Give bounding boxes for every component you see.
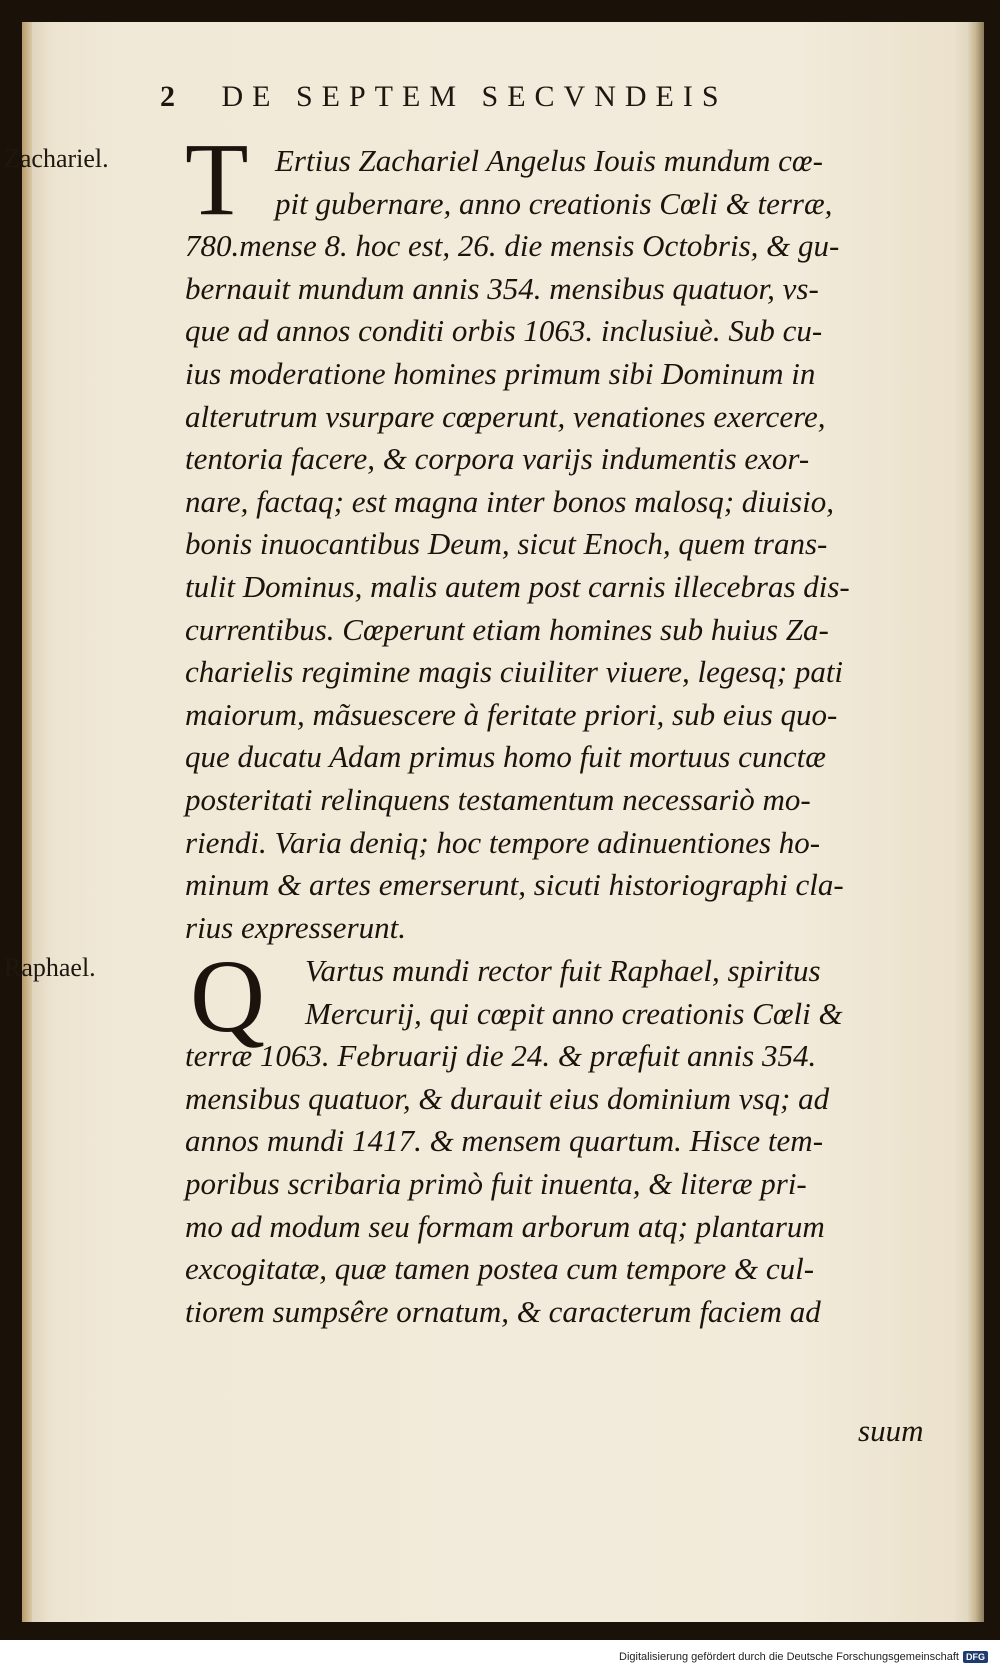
text-line: bonis inuocantibus Deum, sicut Enoch, quem trans- <box>185 526 828 562</box>
text-line: excogitatæ, quæ tamen postea cum tempore & cul- <box>185 1251 815 1287</box>
footer-credit: Digitalisierung gefördert durch die Deutsche Forschungsgemeinschaft <box>619 1651 959 1663</box>
paragraph-raphael <box>185 950 945 1333</box>
catchword: suum <box>858 1413 924 1448</box>
text-line: nare, factaq; est magna inter bonos malosq; diuisio, <box>185 483 834 519</box>
text-line: ius moderatione homines primum sibi Dominum in <box>185 355 816 391</box>
text-line: mo ad modum seu formam arborum atq; plantarum <box>185 1208 825 1244</box>
page-gutter-left <box>22 22 32 1622</box>
text-line: posteritati relinquens testamentum necessariò mo- <box>185 781 811 817</box>
dfg-logo: DFG <box>963 1651 988 1663</box>
running-header <box>160 80 920 114</box>
text-line: poribus scribaria primò fuit inuenta, & literæ pri- <box>185 1165 807 1201</box>
text-line: currentibus. Cœperunt etiam homines sub huius Za- <box>185 611 829 647</box>
text-line: minum & artes emerserunt, sicuti historiographi cla- <box>185 867 844 903</box>
text-line: bernauit mundum annis 354. mensibus quatuor, vs- <box>185 270 819 306</box>
text-line: que ducatu Adam primus homo fuit mortuus cunctæ <box>185 739 826 775</box>
text-line: tulit Dominus, malis autem post carnis illecebras dis- <box>185 568 850 604</box>
text-line: terræ 1063. Februarij die 24. & præfuit annis 354. <box>185 1038 817 1074</box>
text-line: tentoria facere, & corpora varijs indumentis exor- <box>185 441 810 477</box>
text-line: Vartus mundi rector fuit Raphael, spiritus <box>305 953 821 988</box>
text-line: riendi. Varia deniq; hoc tempore adinuentiones ho- <box>185 824 821 860</box>
page-edge-right <box>966 22 984 1622</box>
text-line: mensibus quatuor, & durauit eius dominium vsq; ad <box>185 1080 830 1116</box>
text-line: tiorem sumpsêre ornatum, & caracterum faciem ad <box>185 1293 821 1329</box>
running-title: DE SEPTEM SECVNDEIS <box>221 80 728 113</box>
text-line: Mercurij, qui cœpit anno creationis Cœli & <box>305 995 843 1031</box>
text-line: 780.mense 8. hoc est, 26. die mensis Octobris, & gu- <box>185 228 840 264</box>
drop-cap-initial: Q <box>190 939 266 1054</box>
marginal-note-raphael: Raphael. <box>4 953 96 982</box>
text-line: charielis regimine magis ciuiliter viuere, legesq; pati <box>185 654 844 690</box>
marginal-note-zachariel: Zachariel. <box>4 144 109 173</box>
text-line: rius expresserunt. <box>185 909 406 945</box>
text-line: pit gubernare, anno creationis Cœli & terræ, <box>275 185 833 221</box>
drop-cap-initial: T <box>185 122 249 237</box>
text-line: alterutrum vsurpare cœperunt, venationes exercere, <box>185 398 826 434</box>
text-line: Ertius Zachariel Angelus Iouis mundum cœ- <box>275 143 823 178</box>
digitization-footer <box>619 1651 988 1663</box>
text-line: maiorum, mãsuescere à feritate priori, sub eius quo- <box>185 696 838 732</box>
text-line: annos mundi 1417. & mensem quartum. Hisce tem- <box>185 1123 824 1159</box>
paragraph-zachariel <box>185 140 945 949</box>
text-line: que ad annos conditi orbis 1063. inclusiuè. Sub cu- <box>185 313 823 349</box>
page-number: 2 <box>160 80 175 113</box>
